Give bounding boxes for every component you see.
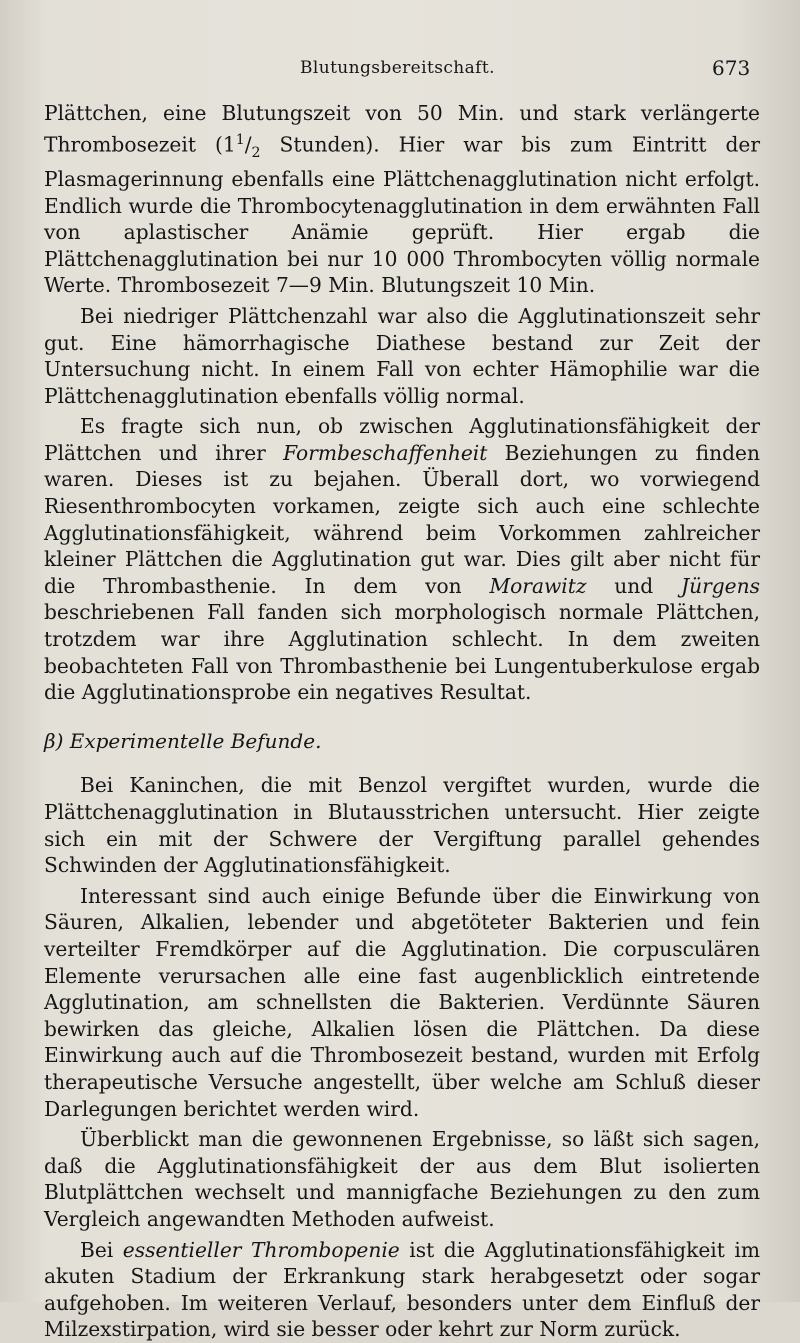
body-text [44, 100, 760, 1343]
paragraph [44, 772, 760, 878]
paragraph [44, 413, 760, 706]
text-run: 2 [251, 144, 261, 161]
text-run: ist die Agglutinationsfähigkeit im akuten Stadium der Erkrankung stark herabgesetzt oder sogar aufgehoben. Im weiteren Verlauf, besonders unter dem Einfluß der Milzexstirpation, wird sie besser oder kehrt zur Norm zurück. [44, 1237, 761, 1342]
paragraph [44, 883, 760, 1122]
text-run: Stunden). Hier war bis zum Eintritt der Plasmagerinnung ebenfalls eine Plättchenagglutination nicht erfolgt. Endlich wurde die Thrombocytenagglutination in dem erwähnten Fall von aplastischer Anämie geprüft. Hier ergab die Plättchenagglutination bei nur 10 000 Thrombocyten völlig normale Werte. Thrombosezeit 7—9 Min. Blutungszeit 10 Min. [44, 132, 760, 298]
paragraph [44, 1237, 760, 1343]
text-run: Bei [80, 1237, 123, 1262]
text-run: Beziehungen zu finden waren. Dieses ist zu bejahen. Überall dort, wo vorwiegend Riesenthrombocyten vorkamen, zeigte sich auch eine schlechte Agglutinationsfähigkeit, während beim Vorkommen zahlreicher kleiner Plättchen die Agglutination gut war. Dies gilt aber nicht für die Thrombasthenie. In dem von [44, 440, 760, 598]
running-title: Blutungsbereitschaft. [300, 58, 495, 78]
section-heading [44, 728, 760, 755]
text-run: Es fragte sich nun, ob zwischen Agglutinationsfähigkeit der Plättchen und ihrer [44, 414, 760, 465]
text-run: β) Experimentelle Befunde. [44, 728, 322, 753]
paragraph [44, 1126, 760, 1232]
text-run: und [586, 573, 682, 598]
emphasis-text: Jürgens [681, 573, 760, 598]
text-run: / [244, 132, 252, 157]
text-run: Bei niedriger Plättchenzahl war also die Agglutinationszeit sehr gut. Eine hämorrhagische Diathese bestand zur Zeit der Untersuchung nicht. In einem Fall von echter Hämophilie war die Plättchenagglutination ebenfalls völlig normal. [44, 303, 760, 408]
emphasis-text: Morawitz [489, 573, 587, 598]
text-run: Plättchen, eine Blutungszeit von 50 Min. und stark verlängerte Thrombosezeit (1 [44, 101, 760, 157]
paragraph [44, 303, 760, 409]
text-run: Überblickt man die gewonnenen Ergebnisse, so läßt sich sagen, daß die Agglutinationsfähigkeit der aus dem Blut isolierten Blutplättchen wechselt und mannigfache Beziehungen zu den zum Vergleich angewandten Methoden aufweist. [44, 1127, 760, 1231]
text-run: beschriebenen Fall fanden sich morphologisch normale Plättchen, trotzdem war ihre Agglutination schlecht. In dem zweiten beobachteten Fall von Thrombasthenie bei Lungentuberkulose ergab die Agglutinationsprobe ein negatives Resultat. [44, 600, 760, 705]
emphasis-text: Formbeschaffenheit [283, 440, 488, 465]
page-header [0, 56, 800, 86]
paragraph [44, 100, 760, 299]
emphasis-text: essentieller Thrombopenie [122, 1237, 400, 1262]
text-run: Bei Kaninchen, die mit Benzol vergiftet wurden, wurde die Plättchenagglutination in Blutausstrichen untersucht. Hier zeigte sich ein mit der Schwere der Vergiftung parallel gehendes Schwinden der Agglutinationsfähigkeit. [44, 773, 760, 878]
text-run: Interessant sind auch einige Befunde über die Einwirkung von Säuren, Alkalien, lebender und abgetöteter Bakterien und fein verteilter Fremdkörper auf die Agglutination. Die corpusculären Elemente verursachen alle eine fast augenblicklich eintretende Agglutination, am schnellsten die Bakterien. Verdünnte Säuren bewirken das gleiche, Alkalien lösen die Plättchen. Da diese Einwirkung auch auf die Thrombosezeit bestand, wurden mit Erfolg therapeutische Versuche angestellt, über welche am Schluß dieser Darlegungen berichtet werden wird. [44, 883, 760, 1121]
text-run: 1 [235, 131, 245, 148]
page-number: 673 [712, 56, 751, 80]
